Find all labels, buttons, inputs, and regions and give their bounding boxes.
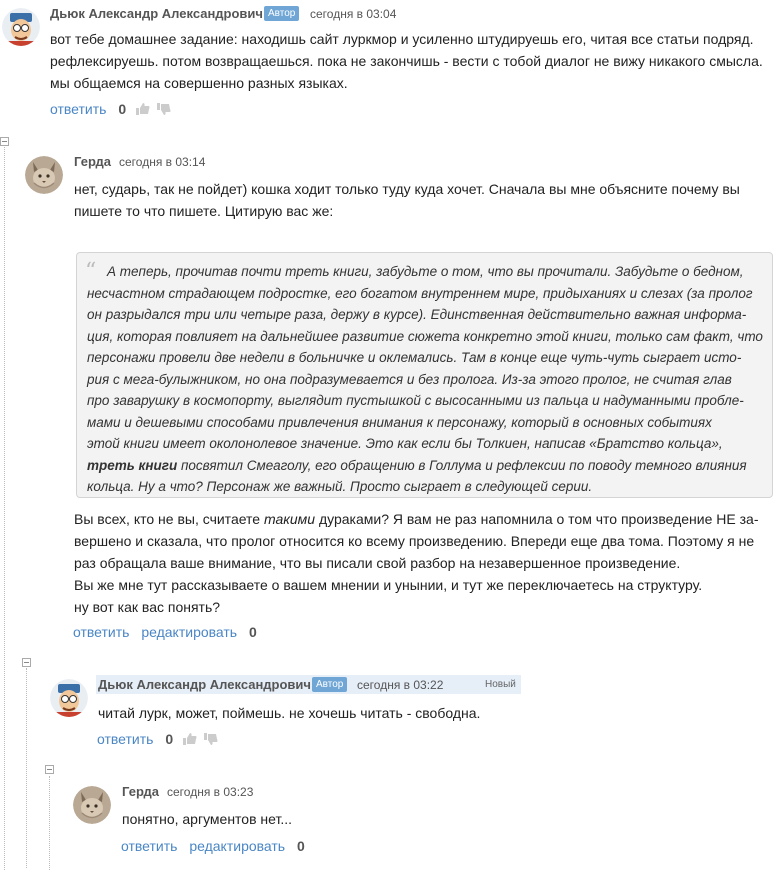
- quote-line-rest: посвятил Смеаголу, его обращению в Голлума и рефлексии по поводу темного влияния: [177, 457, 747, 473]
- quote-line: про заварушку в космопорту, выглядит пустышкой с высосанными из пальца и надуманными пробле-: [87, 393, 744, 408]
- comment-line: нет, сударь, так не пойдет) кошка ходит только туду куда хочет. Сначала вы мне объясните почему вы: [74, 181, 740, 197]
- avatar[interactable]: [25, 156, 63, 194]
- quote-line: этой книги имеет околонолевое значение. Это как если бы Толкиен, написав «Братство кольца»,: [87, 436, 723, 451]
- comment-actions: [50, 101, 174, 118]
- comment-line: Вы же мне тут рассказываете о вашем мнении и унынии, и тут же переключаетесь на структуру.: [74, 577, 703, 593]
- quote-line: персонажи провели две недели в больничке и оклемались. Там в конце еще чуть-чуть сыграет исто-: [87, 350, 742, 365]
- new-badge: Новый: [485, 679, 516, 690]
- reply-link[interactable]: ответить: [97, 731, 154, 747]
- quote-line: он разрыдался три или четыре раза, держу в курсе). Единственная действительно важная информа-: [87, 307, 747, 322]
- comment-line: читай лурк, может, поймешь. не хочешь читать - свободна.: [98, 705, 481, 721]
- collapse-toggle[interactable]: [22, 658, 31, 667]
- collapse-toggle[interactable]: [0, 137, 9, 146]
- comment-text: [74, 508, 759, 618]
- edit-link[interactable]: редактировать: [141, 624, 238, 640]
- comment-text: [50, 28, 763, 94]
- comment-actions: [121, 838, 311, 854]
- quote-line: несчастном страдающем подростке, его богатом внутреннем мире, придыханиях и слезах (за пролог: [87, 285, 753, 301]
- thumbs-down-icon[interactable]: [157, 102, 171, 118]
- comment-time[interactable]: сегодня в 03:14: [119, 155, 206, 169]
- comment-actions: [73, 624, 263, 640]
- comment-author[interactable]: Дьюк Александр Александрович: [98, 677, 311, 692]
- comment-author[interactable]: Герда: [74, 154, 112, 169]
- comment-author[interactable]: Герда: [122, 784, 160, 799]
- comment-time[interactable]: сегодня в 03:22: [357, 678, 444, 692]
- comment-line: понятно, аргументов нет...: [122, 811, 293, 827]
- rating-count: 0: [297, 838, 305, 854]
- emphasis: такими: [263, 511, 316, 527]
- blockquote: [76, 252, 773, 498]
- comment-text: [74, 178, 740, 222]
- comment-author[interactable]: Дьюк Александр Александрович: [50, 6, 263, 21]
- thread-line: [4, 142, 5, 870]
- reply-link[interactable]: ответить: [50, 101, 107, 117]
- collapse-toggle[interactable]: [45, 765, 54, 774]
- comment-line: мы общаемся на совершенно разных языках.: [50, 75, 348, 91]
- thread-line: [49, 776, 50, 870]
- rating-count: 0: [118, 101, 127, 117]
- comment-actions: [97, 731, 221, 748]
- reply-link[interactable]: ответить: [73, 624, 130, 640]
- quote-text: [87, 261, 763, 498]
- author-badge: Автор: [312, 677, 347, 692]
- avatar[interactable]: [2, 8, 40, 46]
- quote-bold: треть книги: [87, 457, 178, 473]
- comment-line: [74, 508, 759, 530]
- avatar[interactable]: [73, 786, 111, 824]
- text-span: дураками? Я вам не раз напомнила о том что произведение НЕ за-: [315, 511, 759, 527]
- text-span: Вы всех, кто не вы, считаете: [74, 511, 264, 527]
- quote-line: А теперь, прочитав почти треть книги, забудьте о том, что вы прочитали. Забудьте о бедном,: [107, 264, 744, 279]
- quote-line: [87, 455, 763, 477]
- comment-text: [98, 702, 480, 724]
- comment-line: ну вот как вас понять?: [74, 599, 221, 615]
- comment-line: вершено и сказала, что пролог относится ко всему произведению. Впереди еще два тома. Поэтому я не: [74, 533, 755, 549]
- comment-line: вот тебе домашнее задание: находишь сайт луркмор и усиленно штудируешь его, читая все статьи подряд.: [50, 31, 754, 47]
- reply-link[interactable]: ответить: [121, 838, 178, 854]
- edit-link[interactable]: редактировать: [189, 838, 286, 854]
- avatar[interactable]: [50, 679, 88, 717]
- comment-text: [122, 808, 292, 830]
- comment-time[interactable]: сегодня в 03:23: [167, 785, 254, 799]
- comment-line: пишете то что пишете. Цитирую вас же:: [74, 203, 334, 219]
- comment-line: рефлексируешь. потом возвращаешься. пока не закончишь - вести с тобой диалог не вижу никакого смысла.: [50, 53, 763, 69]
- quote-line: кольца. Ну а что? Персонаж же важный. Просто сыграет в следующей серии.: [87, 479, 593, 494]
- comment-time[interactable]: сегодня в 03:04: [310, 7, 397, 21]
- thumbs-up-icon[interactable]: [136, 102, 150, 118]
- comment-line: раз обращала ваше внимание, что вы писали свой разбор на незавершенное произведение.: [74, 555, 681, 571]
- thumbs-down-icon[interactable]: [204, 732, 218, 748]
- quote-icon: “: [85, 259, 97, 284]
- rating-count: 0: [165, 731, 174, 747]
- quote-line: рия с мега-булыжником, но она подразумевается и без пролога. Из-за этого пролог, не считая глав: [87, 371, 732, 387]
- quote-line: мами и дешевыми способами привлечения внимания к персонажу, который в основных событиях: [87, 414, 712, 430]
- thumbs-up-icon[interactable]: [183, 732, 197, 748]
- quote-line: ция, которая повлияет на дальнейшее развитие сюжета конкретно этой книги, только сам факт, что: [87, 328, 763, 344]
- rating-count: 0: [249, 624, 257, 640]
- author-badge: Автор: [264, 6, 299, 21]
- thread-line: [26, 668, 27, 868]
